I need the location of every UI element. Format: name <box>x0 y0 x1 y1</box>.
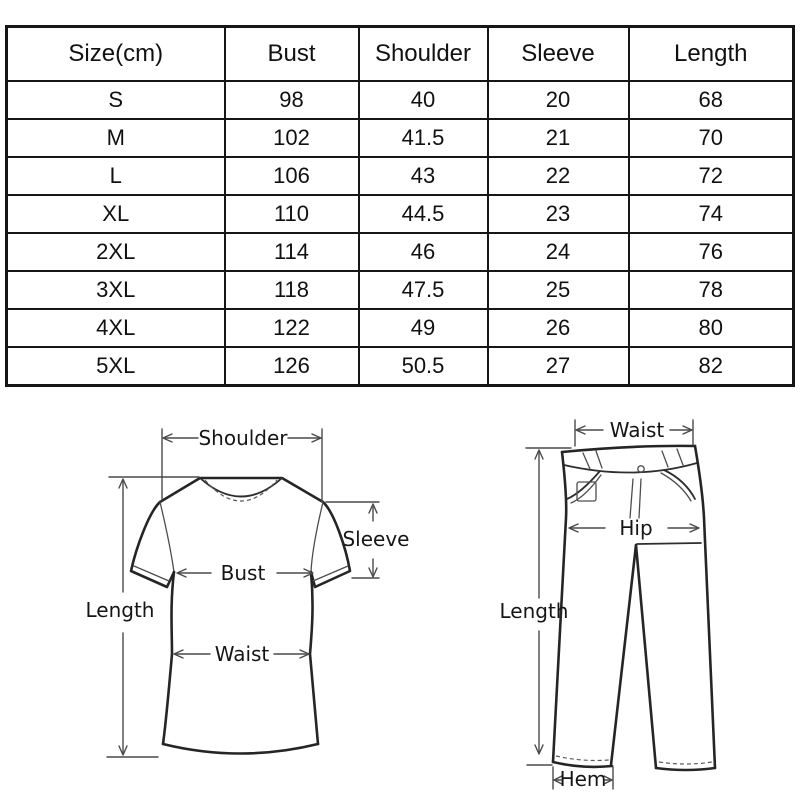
table-cell: 122 <box>225 309 359 347</box>
table-row-5xl <box>7 347 794 386</box>
table-row-xl <box>7 195 794 233</box>
table-cell: L <box>7 157 225 195</box>
tshirt-measurements <box>86 426 410 757</box>
table-cell: S <box>7 81 225 119</box>
table-cell: XL <box>7 195 225 233</box>
pants-drawing <box>553 446 715 770</box>
table-cell: 102 <box>225 119 359 157</box>
table-cell: 4XL <box>7 309 225 347</box>
pants-hem-label: Hem <box>559 767 607 791</box>
table-cell: 110 <box>225 195 359 233</box>
table-row-2xl <box>7 233 794 271</box>
pants-waist-label: Waist <box>609 418 665 442</box>
table-cell: 2XL <box>7 233 225 271</box>
header-cell-sleeve: Sleeve <box>488 27 629 82</box>
table-cell: 68 <box>629 81 794 119</box>
table-cell: 21 <box>488 119 629 157</box>
table-cell: 25 <box>488 271 629 309</box>
tshirt-drawing <box>131 478 350 754</box>
table-cell: 40 <box>359 81 488 119</box>
table-cell: 43 <box>359 157 488 195</box>
table-row-s <box>7 81 794 119</box>
table-row-l <box>7 157 794 195</box>
table-cell: 20 <box>488 81 629 119</box>
table-cell: 23 <box>488 195 629 233</box>
table-cell: 82 <box>629 347 794 386</box>
table-row-3xl <box>7 271 794 309</box>
table-cell: 70 <box>629 119 794 157</box>
table-cell: 49 <box>359 309 488 347</box>
shirt-waist-label: Waist <box>214 642 270 666</box>
shirt-sleeve-label: Sleeve <box>342 527 410 551</box>
table-cell: 5XL <box>7 347 225 386</box>
table-cell: M <box>7 119 225 157</box>
header-cell-length: Length <box>629 27 794 82</box>
table-cell: 26 <box>488 309 629 347</box>
table-cell: 72 <box>629 157 794 195</box>
header-cell-shoulder: Shoulder <box>359 27 488 82</box>
measurement-diagram <box>0 412 800 800</box>
table-cell: 106 <box>225 157 359 195</box>
header-cell-bust: Bust <box>225 27 359 82</box>
table-cell: 76 <box>629 233 794 271</box>
pants-button <box>638 466 644 472</box>
table-row-m <box>7 119 794 157</box>
header-row <box>7 27 794 82</box>
table-cell: 3XL <box>7 271 225 309</box>
table-cell: 118 <box>225 271 359 309</box>
pants-length-label: Length <box>499 599 569 623</box>
shirt-length-label: Length <box>85 598 155 622</box>
table-cell: 41.5 <box>359 119 488 157</box>
pants-measurements <box>500 418 699 791</box>
table-cell: 22 <box>488 157 629 195</box>
table-row-4xl <box>7 309 794 347</box>
table-cell: 46 <box>359 233 488 271</box>
header-cell-size: Size(cm) <box>7 27 225 82</box>
size-chart-table <box>5 25 795 387</box>
size-chart-body <box>7 81 794 386</box>
table-cell: 44.5 <box>359 195 488 233</box>
pants-hip-label: Hip <box>619 516 653 540</box>
shirt-bust-label: Bust <box>220 561 266 585</box>
table-cell: 126 <box>225 347 359 386</box>
table-cell: 114 <box>225 233 359 271</box>
table-cell: 98 <box>225 81 359 119</box>
table-cell: 78 <box>629 271 794 309</box>
table-cell: 50.5 <box>359 347 488 386</box>
table-cell: 80 <box>629 309 794 347</box>
table-cell: 74 <box>629 195 794 233</box>
size-chart-header <box>7 27 794 82</box>
table-cell: 24 <box>488 233 629 271</box>
table-cell: 27 <box>488 347 629 386</box>
table-cell: 47.5 <box>359 271 488 309</box>
shirt-shoulder-label: Shoulder <box>198 426 288 450</box>
